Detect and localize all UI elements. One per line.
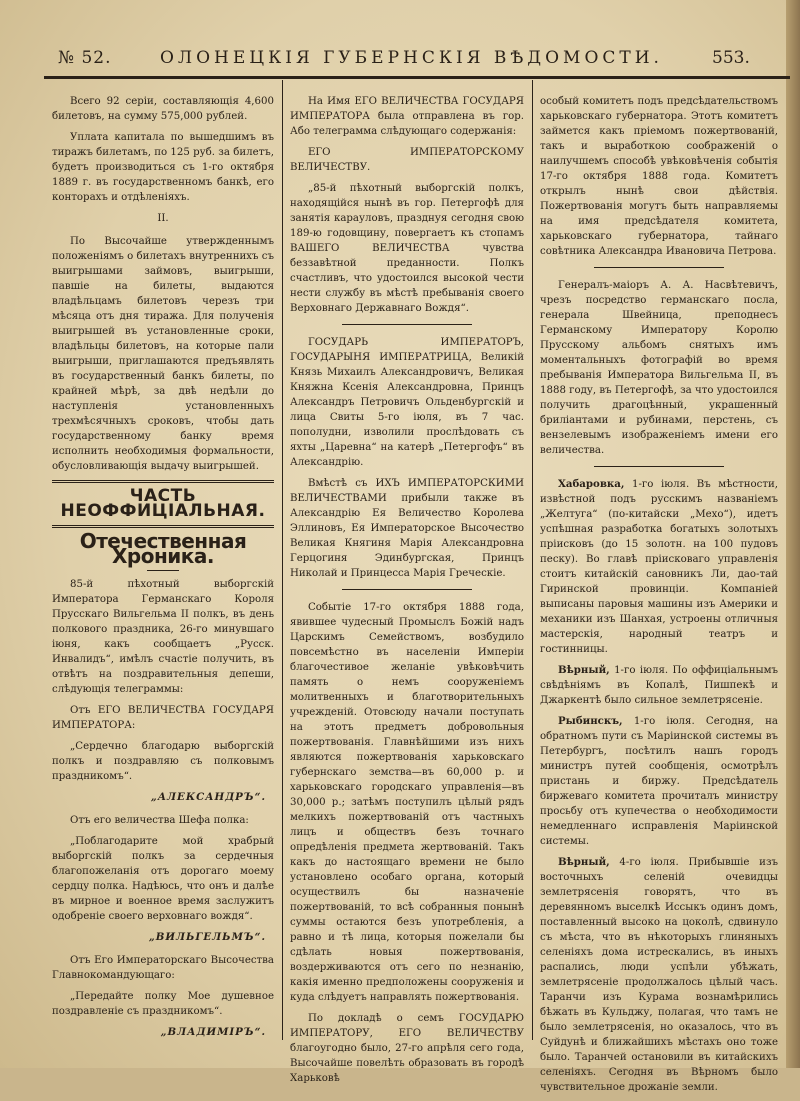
paragraph: По Высочайше утвержденнымъ положеніямъ о билетахъ внутреннихъ съ выигрышами займовъ, выигрыши, павшіе на билеты, выдаются владѣльцамъ билетовъ черезъ три мѣсяца отъ дня тиража. Для полученія выигрышей въ установленные сроки, владѣльцы билетовъ, на которые пали выигрыши, приглашаются предъявлять въ государственный банкъ билеты, по крайней мѣрѣ, за двѣ недѣли до наступленія установленныхъ трехмѣсячныхъ сроковъ, чтобы дать государственному банку время исполнить необходимыя формальности, обусловливающія выдачу выигрышей. — [52, 236, 274, 472]
paragraph: Событіе 17-го октября 1888 года, явившее чудесный Промыслъ Божій надъ Царскимъ Семействомъ, возбудило повсемѣстно въ населеніи Имперіи благочестивое желаніе увѣковѣчить память о немъ сооруженіемъ молитвенныхъ и благотворительныхъ учрежденій. Отовсюду начали поступать на этотъ предметъ добровольныя пожертвованія. Главнѣйшими изъ нихъ являются пожертвованія харьковскаго губернскаго земства—въ 60,000 р. и харьковскаго городскаго управленія—въ 30,000 р.; затѣмъ поступилъ цѣлый рядъ мелкихъ пожертвованій отъ частныхъ лицъ и обществъ безъ точнаго опредѣленія предмета жертвованій. Такъ какъ до настоящаго времени не было установлено особаго органа, который осуществилъ бы назначеніе пожертвованій, то всѣ собранныя понынѣ суммы остаются безъ употребленія, а равно и тѣ лица, которыя пожелали бы сдѣлать новыя пожертвованія, воздерживаются отъ сего по незнанію, какія именно предположены сооруженія и куда слѣдуетъ направлять пожертвованія. — [290, 602, 524, 1003]
separator — [342, 324, 472, 325]
paragraph: По докладѣ о семъ ГОСУДАРЮ ИМПЕРАТОРУ, ЕГО ВЕЛИЧЕСТВУ благоугодно было, 27-го апрѣля сего года, Высочайше повелѣть образовать въ городѣ Харьковѣ — [290, 1013, 524, 1084]
paragraph: На Имя ЕГО ВЕЛИЧЕСТВА ГОСУДАРЯ ИМПЕРАТОРА была отправлена въ гор. Або телеграмма слѣдующаго содержанія: — [290, 96, 524, 137]
telegram-text: „Поблагодарите мой храбрый выборгскій полкъ за сердечныя благопожеланія отъ дорогаго моему сердцу полка. Надѣюсь, что онъ и далѣе въ мирное и военное время заслужитъ одобреніе своего верховнаго вождя“. — [52, 836, 274, 922]
signature: „ВЛАДИМІРЪ“. — [160, 1026, 266, 1038]
paragraph: Генералъ-маіоръ А. А. Насвѣтевичъ, чрезъ посредство германскаго посла, генерала Швейница, преподнесъ Германскому Императору Королю Прусскому альбомъ снятыхъ имъ моментальныхъ фотографій во время пребыванія Императора Вильгельма II, въ 1888 году, въ Петергофѣ, за что удостоился получить драгоцѣнный, украшенный бриліантами и рубинами, перстень, съ вензелевымъ изображеніемъ имени его величества. — [540, 280, 778, 456]
telegram-text: „Передайте полку Мое душевное поздравленіе съ праздникомъ“. — [52, 991, 274, 1017]
place-name: Рыбинскъ, — [558, 715, 623, 727]
page-number: 553. — [712, 48, 750, 68]
paragraph: Отъ Его Императорскаго Высочества Главнокомандующаго: — [52, 955, 274, 981]
double-rule — [52, 480, 274, 483]
place-name: Вѣрный, — [558, 856, 610, 868]
news-item: Хабаровка, 1-го іюля. Въ мѣстности, извѣстной подъ русскимъ названіемъ „Желтуга“ (по-китайски „Мехо“), идетъ успѣшная разработка богатыхъ золотыхъ пріисковъ (до 15 золотн. на 100 пудовъ песку). Во главѣ пріисковаго управленія стоитъ китайскій сановникъ Ли, дао-тай Гиринской провинціи. Компаніей выписаны паровыя машины изъ Америки и механики изъ Шанхая, устроены отличныя мастерскія, народный театръ и гостинницы. — [540, 478, 779, 655]
column-1 — [52, 94, 274, 1048]
paragraph: Уплата капитала по вышедшимъ въ тиражъ билетамъ, по 125 руб. за билетъ, будетъ производиться съ 1-го октября 1889 г. въ государственномъ банкѣ, его конторахъ и отдѣленіяхъ. — [52, 132, 274, 203]
news-item: Вѣрный, 4-го іюля. Прибывшіе изъ восточныхъ селеній очевидцы землетрясенія говорятъ, что въ деревянномъ выселкѣ Иссыкъ одинъ домъ, поставленный высоко на цоколѣ, сдвинуло съ мѣста, что въ нѣкоторыхъ глиняныхъ селеніяхъ дома истрескались, въ иныхъ распались, люди успѣли убѣжать, землетрясеніе продолжалось цѣлый часъ. Таранчи изъ Курама вознамѣрились бѣжать въ Кульджу, полагая, что тамъ не было землетрясенія, но оказалось, что въ Суйдунѣ и ближайшихъ мѣстахъ оно тоже было. Таранчей остановили въ китайскихъ селеніяхъ. Сегодня въ Вѣрномъ было чувствительное дрожаніе земли. — [540, 856, 778, 1093]
issue-number: № 52. — [58, 48, 112, 68]
page-header — [0, 0, 800, 80]
paragraph: 85-й пѣхотный выборгскій Императора Германскаго Короля Прусскаго Вильгельма II полкъ, въ день полкового праздника, 26-го минувшаго іюня, какъ сообщаетъ „Русск. Инвалидъ“, имѣлъ счастіе получить, въ отвѣтъ на поздравительныя депеши, слѣдующія телеграммы: — [52, 579, 274, 695]
paragraph: Отъ его величества Шефа полка: — [70, 815, 249, 826]
separator — [594, 466, 724, 467]
page-spine — [786, 0, 800, 1068]
place-name: Вѣрный, — [558, 664, 610, 676]
telegram-text: „Сердечно благодарю выборгскій полкъ и поздравляю съ полковымъ праздникомъ“. — [52, 741, 274, 782]
column-divider-1 — [282, 80, 283, 1040]
signature: „ВИЛЬГЕЛЬМЪ“. — [148, 931, 266, 943]
header-rule — [44, 76, 790, 79]
paragraph: особый комитетъ подъ предсѣдательствомъ харьковскаго губернатора. Этотъ комитетъ займется какъ пріемомъ пожертвованій, такъ и выработкою соображеній о наилучшемъ способѣ увѣковѣченія событія 17-го октября 1888 года. Комитетъ открылъ нынѣ свои дѣйствія. Пожертвованія могутъ быть направляемы на имя предсѣдателя комитета, харьковскаго губернатора, тайнаго совѣтника Александра Ивановича Петрова. — [540, 96, 778, 257]
column-divider-2 — [532, 80, 533, 1040]
paragraph: ГОСУДАРЬ ИМПЕРАТОРЪ, ГОСУДАРЫНЯ ИМПЕРАТРИЦА, Великій Князь Михаилъ Александровичъ, Великая Княжна Ксенія Александровна, Принцъ Александръ Петровичъ Ольденбургскій и лица Свиты 5-го іюля, въ 7 час. пополудни, изволили прослѣдовать съ яхты „Царевна“ на катерѣ „Петергофъ“ въ Александрію. — [290, 337, 524, 468]
news-item: Рыбинскъ, 1-го іюля. Сегодня, на обратномъ пути съ Маріинской системы въ Петербургъ, посѣтилъ нашъ городъ министръ путей сообщенія, осмотрѣлъ пристань и биржу. Предсѣдатель биржеваго комитета прочиталъ министру просьбу отъ купечества о необходимости немедленнаго исправленія Маріинской системы. — [540, 715, 778, 847]
place-name: Хабаровка, — [558, 478, 625, 490]
short-rule — [147, 570, 179, 571]
column-3 — [540, 94, 778, 1101]
paragraph: Отъ ЕГО ВЕЛИЧЕСТВА ГОСУДАРЯ ИМПЕРАТОРА: — [52, 705, 274, 731]
column-2 — [290, 94, 524, 1092]
section-heading-chronicle: Отечественная Хроника. — [79, 529, 247, 568]
news-item: Вѣрный, 1-го іюля. По оффиціальнымъ свѣдѣніямъ въ Копалѣ, Пишпекѣ и Джаркентѣ было сильное землетрясеніе. — [540, 664, 779, 706]
newspaper-title: ОЛОНЕЦКІЯ ГУБЕРНСКІЯ ВѢДОМОСТИ. — [160, 48, 663, 68]
paragraph: Всего 92 серіи, составляющія 4,600 билетовъ, на сумму 575,000 рублей. — [52, 96, 274, 122]
section-heading-unofficial: ЧАСТЬ НЕОФФИЦІАЛЬНАЯ. — [60, 486, 266, 521]
telegram-text: „85-й пѣхотный выборгскій полкъ, находящійся нынѣ въ гор. Петергофѣ для занятія карауловъ, празднуя сегодня свою 189-ю годовщину, повергаетъ къ стопамъ ВАШЕГО ВЕЛИЧЕСТВА чувства беззавѣтной преданности. Полкъ счастливъ, что удостоился высокой чести нести службу въ мѣстѣ пребыванія своего Верховнаго Державнаго Вождя“. — [290, 183, 524, 314]
double-rule — [52, 525, 274, 528]
separator — [594, 267, 724, 268]
section-number: II. — [157, 213, 169, 224]
separator — [342, 589, 472, 590]
paragraph: Вмѣстѣ съ ИХЪ ИМПЕРАТОРСКИМИ ВЕЛИЧЕСТВАМИ прибыли также въ Александрію Ея Величество Королева Эллиновъ, Ея Императорское Высочество Великая Княгиня Марія Александровна Герцогиня Эдинбургская, Принцъ Николай и Принцесса Марія Греческіе. — [290, 478, 524, 579]
signature: „АЛЕКСАНДРЪ“. — [150, 791, 266, 803]
paragraph: ЕГО ИМПЕРАТОРСКОМУ ВЕЛИЧЕСТВУ. — [290, 147, 524, 173]
